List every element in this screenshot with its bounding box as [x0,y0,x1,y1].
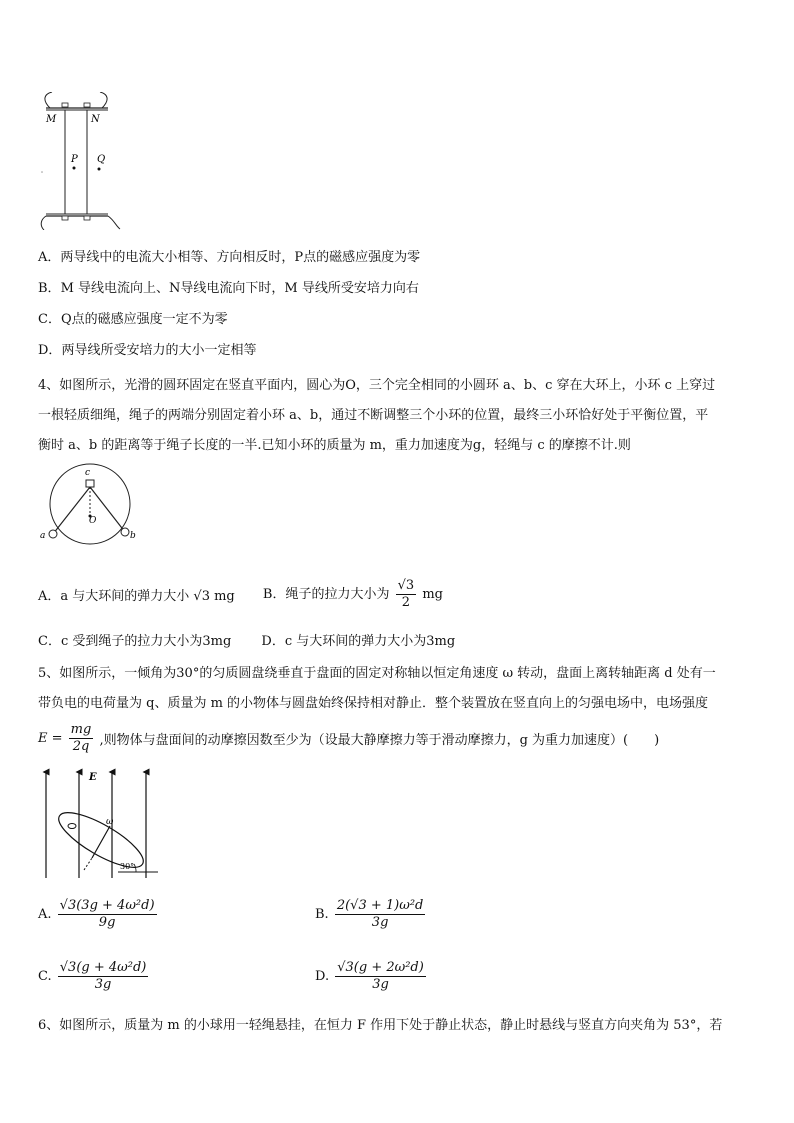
q3-option-d: D．两导线所受安培力的大小一定相等 [38,343,257,358]
label-omega: ω [106,817,114,827]
label-b: b [130,531,136,541]
q6-stem-line-1: 6、如图所示，质量为 m 的小球用一轻绳悬挂，在恒力 F 作用下处于静止状态，静止时悬线与竖直方向夹角为 53°，若 [38,1018,723,1033]
q5-stem-line-2: 带负电的电荷量为 q、质量为 m 的小物体与圆盘始终保持相对静止．整个装置放在竖直向上的匀强电场中，电场强度 [38,696,709,711]
q4-option-d: D．c 与大环间的弹力大小为3mg [261,634,456,649]
q5-option-a: A. $\frac{\text{√3(3g + 4ω²d)}}{9g}$ [38,898,155,930]
q4-option-c: C．c 受到绳子的拉力大小为3mg [38,634,232,649]
q4-option-a: A．a 与大环间的弹力大小 √3 mg [38,589,235,604]
q4-stem-line-3: 衡时 a、b 的距离等于绳子长度的一半.已知小环的质量为 m，重力加速度为g，轻绳与 c 的摩擦不计.则 [38,438,631,453]
q4-stem-line-2: 一根轻质细绳，绳子的两端分别固定着小环 a、b，通过不断调整三个小环的位置，最终三小环恰好处于平衡位置，平 [38,408,709,423]
q5-option-c: C. $\frac{\text{√3(g + 4ω²d)}}{3g}$ [38,960,147,992]
label-a: a [40,531,46,541]
label-N: N [91,114,100,125]
q4-option-b: B．绳子的拉力大小为 $\frac{√3}{2}$ mg [262,578,443,610]
q3-option-a: A．两导线中的电流大小相等、方向相反时，P点的磁感应强度为零 [38,250,421,265]
q5-disc-figure [36,768,160,880]
label-E: E [89,772,97,783]
q3-option-b: B．M 导线电流向上、N导线电流向下时，M 导线所受安培力向右 [38,281,419,296]
q4-options-row-1 [38,578,443,611]
label-M: M [46,114,57,125]
q3-option-c: C．Q点的磁感应强度一定不为零 [38,312,228,327]
label-Q: Q [97,154,106,165]
q5-option-b: B. $\frac{\text{2(√3 + 1)ω²d}}{3g}$ [315,898,424,930]
q4-stem-line-1: 4、如图所示，光滑的圆环固定在竖直平面内，圆心为O，三个完全相同的小圆环 a、b、c 穿在大环上，小环 c 上穿过 [38,378,716,393]
label-P: P [71,154,78,165]
q4-options-row-2 [38,632,455,652]
q3-wires-figure [36,92,126,230]
q4-ring-figure [38,462,142,546]
q5-stem-line-3: E = $\frac{mg}{2q}$ ,则物体与盘面间的动摩擦因数至少为（设最大静摩擦力等于滑动摩擦力，g 为重力加速度）( ) [38,722,660,754]
label-c: c [85,468,91,478]
label-O: O [89,516,97,526]
q5-stem-line-1: 5、如图所示，一倾角为30°的匀质圆盘绕垂直于盘面的固定对称轴以恒定角速度 ω 转动，盘面上离转轴距离 d 处有一 [38,666,716,681]
q5-option-d: D. $\frac{\text{√3(g + 2ω²d)}}{3g}$ [315,960,424,992]
label-angle: 30° [120,862,135,871]
